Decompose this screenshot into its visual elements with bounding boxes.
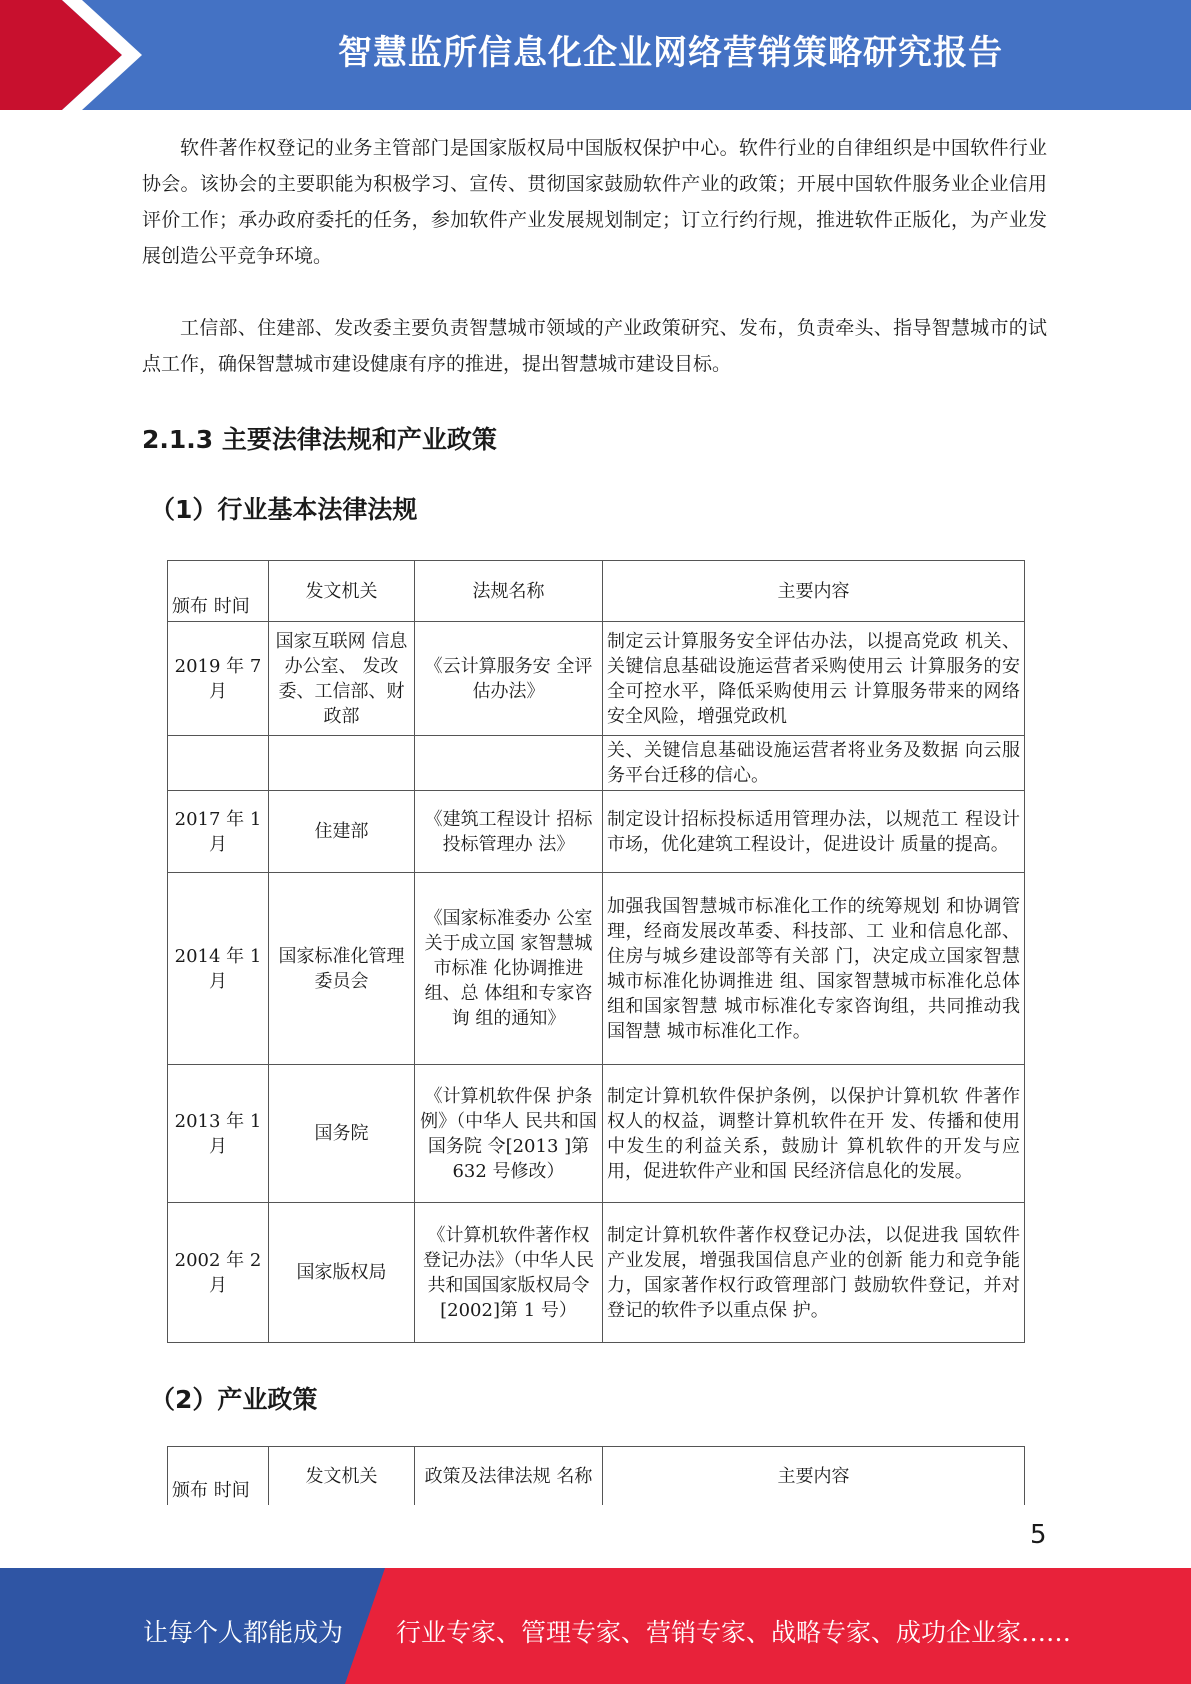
header-org: 发文机关 bbox=[269, 561, 415, 622]
table-row bbox=[168, 622, 1025, 736]
cell-name: 《国家标准委办 公室关于成立国 家智慧城市标准 化协调推进组、总 体组和专家咨询 组的通知》 bbox=[415, 873, 603, 1065]
table-row bbox=[168, 873, 1025, 1065]
table-header-row bbox=[168, 1447, 1025, 1506]
cell-org: 住建部 bbox=[269, 791, 415, 873]
cell-org: 国家互联网 信息办公室、 发改委、工信部、财政部 bbox=[269, 622, 415, 736]
header-content: 主要内容 bbox=[603, 561, 1025, 622]
section-heading: 2.1.3 主要法律法规和产业政策 bbox=[142, 425, 497, 454]
cell-date: 2019 年 7月 bbox=[168, 622, 269, 736]
header-name: 政策及法律法规 名称 bbox=[415, 1447, 603, 1506]
cell-org: 国家版权局 bbox=[269, 1203, 415, 1343]
cell-date: 2002 年 2月 bbox=[168, 1203, 269, 1343]
footer-slogan-right: 行业专家、管理专家、营销专家、战略专家、成功企业家…… bbox=[396, 1618, 1072, 1647]
header-chevron-decoration bbox=[0, 0, 150, 110]
cell-content: 制定计算机软件著作权登记办法，以促进我 国软件产业发展，增强我国信息产业的创新 能力和竞争能力，国家著作权行政管理部门 鼓励软件登记，并对登记的软件予以重点保 护。 bbox=[603, 1203, 1025, 1343]
table-row bbox=[168, 1065, 1025, 1203]
table-row bbox=[168, 736, 1025, 791]
header-title: 智慧监所信息化企业网络营销策略研究报告 bbox=[338, 33, 1003, 73]
cell-name: 《计算机软件保 护条例》（中华人 民共和国国务院 令[2013 ]第 632 号修改） bbox=[415, 1065, 603, 1203]
cell-content: 加强我国智慧城市标准化工作的统筹规划 和协调管理，经商发展改革委、科技部、工 业和信息化部、住房与城乡建设部等有关部 门，决定成立国家智慧城市标准化协调推进 组、国家智慧城市标准化总体组和国家智慧 城市标准化专家咨询组，共同推动我国智慧 城市标准化工作。 bbox=[603, 873, 1025, 1065]
cell-content: 制定计算机软件保护条例，以保护计算机软 件著作权人的权益，调整计算机软件在开 发、传播和使用中发生的利益关系，鼓励计 算机软件的开发与应用，促进软件产业和国 民经济信息化的发展。 bbox=[603, 1065, 1025, 1203]
footer-slogan-left: 让每个人都能成为 bbox=[143, 1618, 344, 1647]
cell-org: 国家标准化管理委员会 bbox=[269, 873, 415, 1065]
table-row bbox=[168, 1203, 1025, 1343]
table-header-row bbox=[168, 561, 1025, 622]
cell-org bbox=[269, 736, 415, 791]
cell-date: 2013 年 1月 bbox=[168, 1065, 269, 1203]
header-org: 发文机关 bbox=[269, 1447, 415, 1506]
cell-date: 2017 年 1月 bbox=[168, 791, 269, 873]
policies-table bbox=[167, 1446, 1025, 1505]
page-number: 5 bbox=[1030, 1520, 1047, 1550]
paragraph-2: 工信部、住建部、发改委主要负责智慧城市领域的产业政策研究、发布，负责牵头、指导智慧城市的试点工作，确保智慧城市建设健康有序的推进，提出智慧城市建设目标。 bbox=[142, 317, 1047, 375]
cell-name bbox=[415, 736, 603, 791]
header-date: 颁布 时间 bbox=[168, 1447, 269, 1506]
cell-date: 2014 年 1月 bbox=[168, 873, 269, 1065]
cell-name: 《云计算服务安 全评估办法》 bbox=[415, 622, 603, 736]
header-content: 主要内容 bbox=[603, 1447, 1025, 1506]
cell-org: 国务院 bbox=[269, 1065, 415, 1203]
subsection-heading-policies: （2）产业政策 bbox=[150, 1385, 318, 1414]
cell-date bbox=[168, 736, 269, 791]
subsection-heading-laws: （1）行业基本法律法规 bbox=[150, 495, 418, 524]
cell-name: 《建筑工程设计 招标投标管理办 法》 bbox=[415, 791, 603, 873]
cell-name: 《计算机软件著作权登记办法》（中华人民共和国国家版权局令[2002]第 1 号） bbox=[415, 1203, 603, 1343]
paragraph-1: 软件著作权登记的业务主管部门是国家版权局中国版权保护中心。软件行业的自律组织是中国软件行业协会。该协会的主要职能为积极学习、宣传、贯彻国家鼓励软件产业的政策；开展中国软件服务业企业信用评价工作；承办政府委托的任务，参加软件产业发展规划制定；订立行约行规，推进软件正版化，为产业发展创造公平竞争环境。 bbox=[142, 137, 1047, 267]
header-date: 颁布 时间 bbox=[168, 561, 269, 622]
laws-table bbox=[167, 560, 1025, 1343]
body-text bbox=[142, 130, 1047, 382]
header-name: 法规名称 bbox=[415, 561, 603, 622]
cell-content: 制定设计招标投标适用管理办法，以规范工 程设计市场，优化建筑工程设计，促进设计 质量的提高。 bbox=[603, 791, 1025, 873]
cell-content: 关、关键信息基础设施运营者将业务及数据 向云服务平台迁移的信心。 bbox=[603, 736, 1025, 791]
cell-content: 制定云计算服务安全评估办法，以提高党政 机关、关键信息基础设施运营者采购使用云 计算服务的安全可控水平，降低采购使用云 计算服务带来的网络安全风险，增强党政机 bbox=[603, 622, 1025, 736]
table-row bbox=[168, 791, 1025, 873]
